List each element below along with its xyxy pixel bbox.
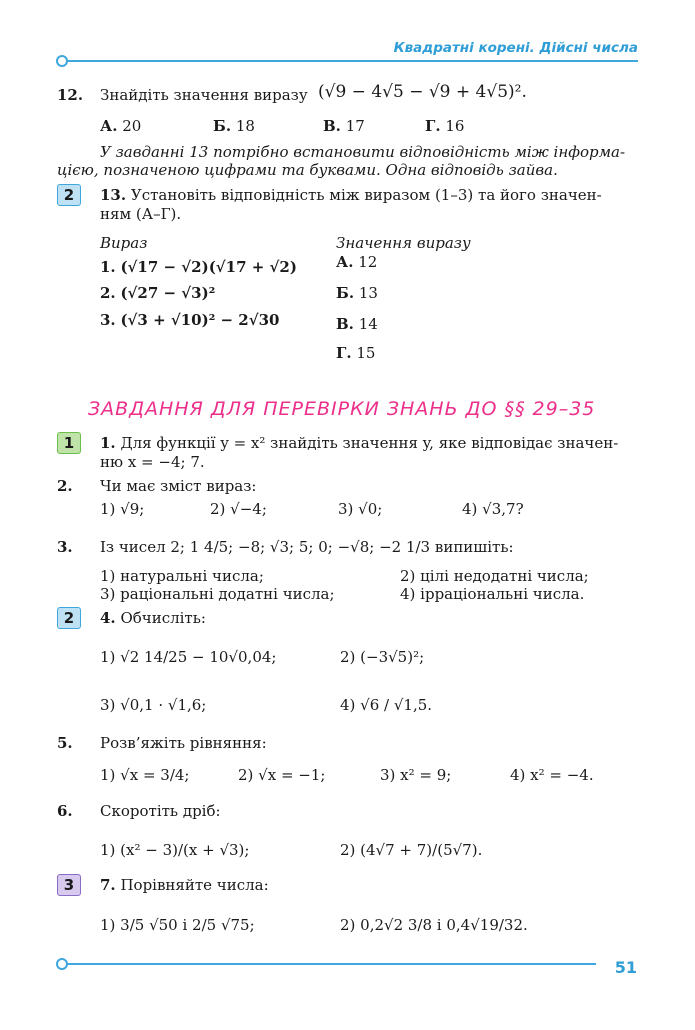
- option-g: Г. 16: [425, 117, 465, 135]
- task13-value-v: В. 14: [336, 315, 378, 333]
- k3-item-2: 2) цілі недодатні числа;: [400, 567, 589, 585]
- k1-line1: 1. Для функції y = x² знайдіть значення y, яке відповідає значен-: [100, 434, 619, 452]
- task12-text: Знайдіть значення виразу: [100, 86, 308, 104]
- k7-item-2: 2) 0,2√2 3/8 і 0,4√19/32.: [340, 916, 528, 934]
- k6-item-2: 2) (4√7 + 7)/(5√7).: [340, 841, 483, 859]
- k5-number: 5.: [57, 734, 73, 752]
- k3-item-1: 1) натуральні числа;: [100, 567, 264, 585]
- k6-number: 6.: [57, 802, 73, 820]
- k5-item-3: 3) x² = 9;: [380, 766, 452, 784]
- k5-item-4: 4) x² = −4.: [510, 766, 594, 784]
- task13-value-b: Б. 13: [336, 284, 378, 302]
- task12-expression: (√9 − 4√5 − √9 + 4√5)².: [318, 82, 527, 102]
- task13-col-left: Вираз: [100, 234, 148, 252]
- k3-number: 3.: [57, 538, 73, 556]
- k2-item-2: 2) √−4;: [210, 500, 267, 518]
- task12-number: 12.: [57, 86, 84, 104]
- k2-item-1: 1) √9;: [100, 500, 145, 518]
- level-badge-3: 3: [57, 874, 81, 896]
- k6-text: Скоротіть дріб:: [100, 802, 221, 820]
- page-number: 51: [614, 958, 637, 977]
- header-rule: [66, 60, 638, 62]
- k2-text: Чи має зміст вираз:: [100, 477, 257, 495]
- k2-item-4: 4) √3,7?: [462, 500, 524, 518]
- task13-col-right: Значення виразу: [336, 234, 471, 252]
- task13-expr-3: 3. (√3 + √10)² − 2√30: [100, 311, 280, 329]
- k4-item-1: 1) √2 14/25 − 10√0,04;: [100, 648, 277, 666]
- task13-value-g: Г. 15: [336, 344, 376, 362]
- k5-item-1: 1) √x = 3/4;: [100, 766, 190, 784]
- k2-item-3: 3) √0;: [338, 500, 383, 518]
- task13-line1: 13. Установіть відповідність між виразом (1–3) та його значен-: [100, 186, 602, 204]
- option-v: В. 17: [323, 117, 365, 135]
- k2-number: 2.: [57, 477, 73, 495]
- level-badge-1: 1: [57, 432, 81, 454]
- k1-line2: ню x = −4; 7.: [100, 453, 205, 471]
- running-header: Квадратні корені. Дійсні числа: [393, 40, 638, 56]
- k4-item-2: 2) (−3√5)²;: [340, 648, 425, 666]
- k7-item-1: 1) 3/5 √50 і 2/5 √75;: [100, 916, 255, 934]
- k3-item-4: 4) ірраціональні числа.: [400, 585, 585, 603]
- section-title: ЗАВДАННЯ ДЛЯ ПЕРЕВІРКИ ЗНАНЬ ДО §§ 29–35: [88, 398, 596, 420]
- k6-item-1: 1) (x² − 3)/(x + √3);: [100, 841, 250, 859]
- option-a: А. 20: [100, 117, 142, 135]
- intro13-line1: У завданні 13 потрібно встановити відповідність між інформа-: [100, 143, 626, 161]
- task13-value-a: А. 12: [336, 253, 378, 271]
- k3-item-3: 3) раціональні додатні числа;: [100, 585, 335, 603]
- k4-item-4: 4) √6 / √1,5.: [340, 696, 433, 714]
- option-b: Б. 18: [213, 117, 255, 135]
- k4-item-3: 3) √0,1 · √1,6;: [100, 696, 207, 714]
- k5-item-2: 2) √x = −1;: [238, 766, 326, 784]
- task13-expr-1: 1. (√17 − √2)(√17 + √2): [100, 258, 297, 276]
- k7-text: 7. Порівняйте числа:: [100, 876, 269, 894]
- footer-rule: [66, 963, 596, 965]
- task13-line2: ням (А–Г).: [100, 205, 182, 223]
- k4-text: 4. Обчисліть:: [100, 609, 206, 627]
- level-badge-2: 2: [57, 607, 81, 629]
- k3-text: Із чисел 2; 1 4/5; −8; √3; 5; 0; −√8; −2 1/3 випишіть:: [100, 538, 514, 556]
- k5-text: Розв’яжіть рівняння:: [100, 734, 267, 752]
- task13-expr-2: 2. (√27 − √3)²: [100, 284, 216, 302]
- level-badge-2: 2: [57, 184, 81, 206]
- intro13-line2: цією, позначеною цифрами та буквами. Одна відповідь зайва.: [57, 161, 558, 179]
